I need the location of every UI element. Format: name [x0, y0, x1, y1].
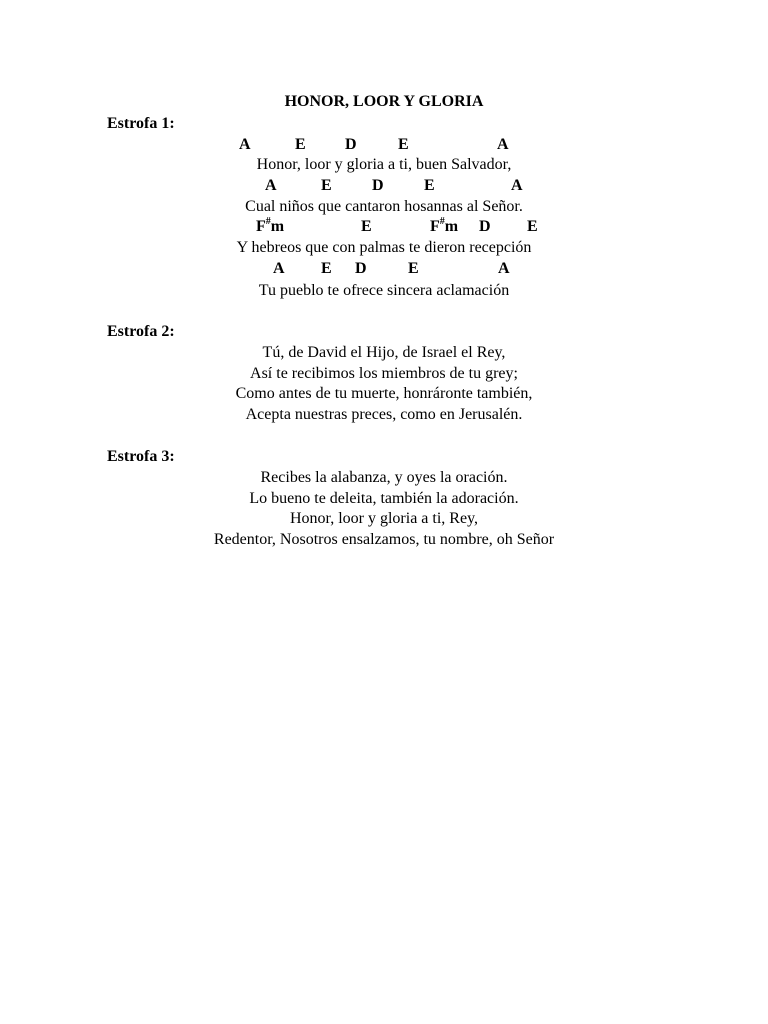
chord-f-sharp-minor [256, 217, 284, 237]
lyric-line: Lo bueno te deleita, también la adoración. [249, 490, 519, 507]
song-title: HONOR, LOOR Y GLORIA [284, 93, 484, 110]
stanza-3-label: Estrofa 3: [107, 448, 175, 465]
chord: A [497, 136, 509, 153]
lyric-line: Tú, de David el Hijo, de Israel el Rey, [262, 344, 506, 361]
lyric-line: Así te recibimos los miembros de tu grey; [250, 365, 518, 382]
lyric-line: Honor, loor y gloria a ti, Rey, [289, 510, 479, 527]
lyric-line: Recibes la alabanza, y oyes la oración. [260, 469, 508, 486]
chord-root: F [430, 218, 440, 235]
chord-suffix: m [444, 218, 459, 235]
lyric-line: Redentor, Nosotros ensalzamos, tu nombre, oh Señor [213, 531, 555, 548]
stanza-2-label: Estrofa 2: [107, 323, 175, 340]
chord-root: D [479, 218, 491, 235]
chord: E [424, 177, 435, 194]
lyric-line: Como antes de tu muerte, honráronte también, [235, 385, 533, 402]
stanza-1-label: Estrofa 1: [107, 115, 175, 132]
chord: E [398, 136, 409, 153]
chord: A [265, 177, 277, 194]
lyric-line: Cual niños que cantaron hosannas al Señor. [245, 198, 523, 215]
chord-sharp: # [439, 215, 445, 227]
lyric-line: Tu pueblo te ofrece sincera aclamación [258, 282, 510, 299]
chord [361, 217, 372, 237]
chord-suffix: m [270, 218, 285, 235]
chord-sharp: # [265, 215, 271, 227]
chord-root: E [361, 218, 372, 235]
lyric-line: Y hebreos que con palmas te dieron recepción [236, 239, 532, 256]
chord: E [321, 177, 332, 194]
chord-root: E [527, 218, 538, 235]
chord: D [372, 177, 384, 194]
chord: A [498, 260, 510, 277]
chord-f-sharp-minor [430, 217, 458, 237]
chord: A [273, 260, 285, 277]
chord: E [321, 260, 332, 277]
lyric-line: Honor, loor y gloria a ti, buen Salvador, [256, 156, 512, 173]
chord [479, 217, 491, 237]
lyric-line: Acepta nuestras preces, como en Jerusalén. [245, 406, 523, 423]
chord: E [295, 136, 306, 153]
chord: A [239, 136, 251, 153]
chord: D [355, 260, 367, 277]
chord-root: F [256, 218, 266, 235]
chord [527, 217, 538, 237]
chord: E [408, 260, 419, 277]
chord: A [511, 177, 523, 194]
chord: D [345, 136, 357, 153]
